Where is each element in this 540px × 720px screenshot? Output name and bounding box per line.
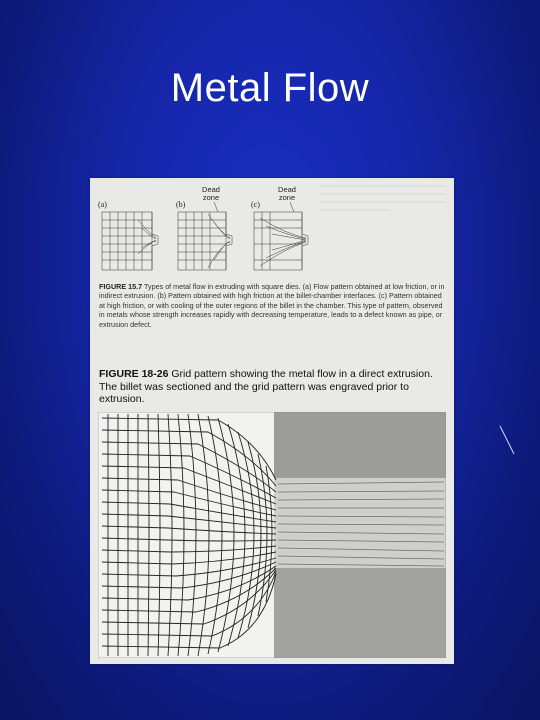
dead-zone-label-c: Dead zone: [278, 185, 296, 202]
panel-label-a: (a): [98, 200, 107, 209]
panel-a-grid: [102, 212, 158, 270]
pointer-line-decoration: [498, 424, 518, 458]
figure-15-7-number: FIGURE 15.7: [99, 282, 143, 291]
figure-18-26-text: Grid pattern showing the metal flow in a direct extrusion. The billet was sectioned and the grid pattern was engraved prior to extrusion.: [99, 368, 433, 405]
extrusion-flow-figure: [90, 178, 454, 278]
figure-18-26-caption: [99, 368, 447, 406]
panel-label-c: (c): [251, 200, 260, 209]
panel-b-grid: [178, 202, 232, 270]
figure-15-7-caption: [99, 282, 447, 329]
slide-title: Metal Flow: [170, 66, 370, 110]
figure-15-7-text: Types of metal flow in extruding with square dies. (a) Flow pattern obtained at low friction, or in indirect extrusion. (b) Pattern obtained with high friction at the billet-chamber interfaces. (c) Pattern obtained at high friction, or with cooling of the outer regions of the billet in the chamber. This type of pattern, observed in metals whose strength increases rapidly with decreasing temperature, leads to a defect known as pipe, or extrusion defect.: [99, 282, 445, 329]
panel-c-grid: [254, 202, 308, 270]
figure-18-26-number: FIGURE 18-26: [99, 368, 169, 380]
dead-zone-label-b: Dead zone: [202, 185, 220, 202]
grid-extrusion-photo: [98, 412, 446, 658]
scanned-document: [90, 178, 454, 664]
panel-label-b: (b): [176, 200, 186, 209]
